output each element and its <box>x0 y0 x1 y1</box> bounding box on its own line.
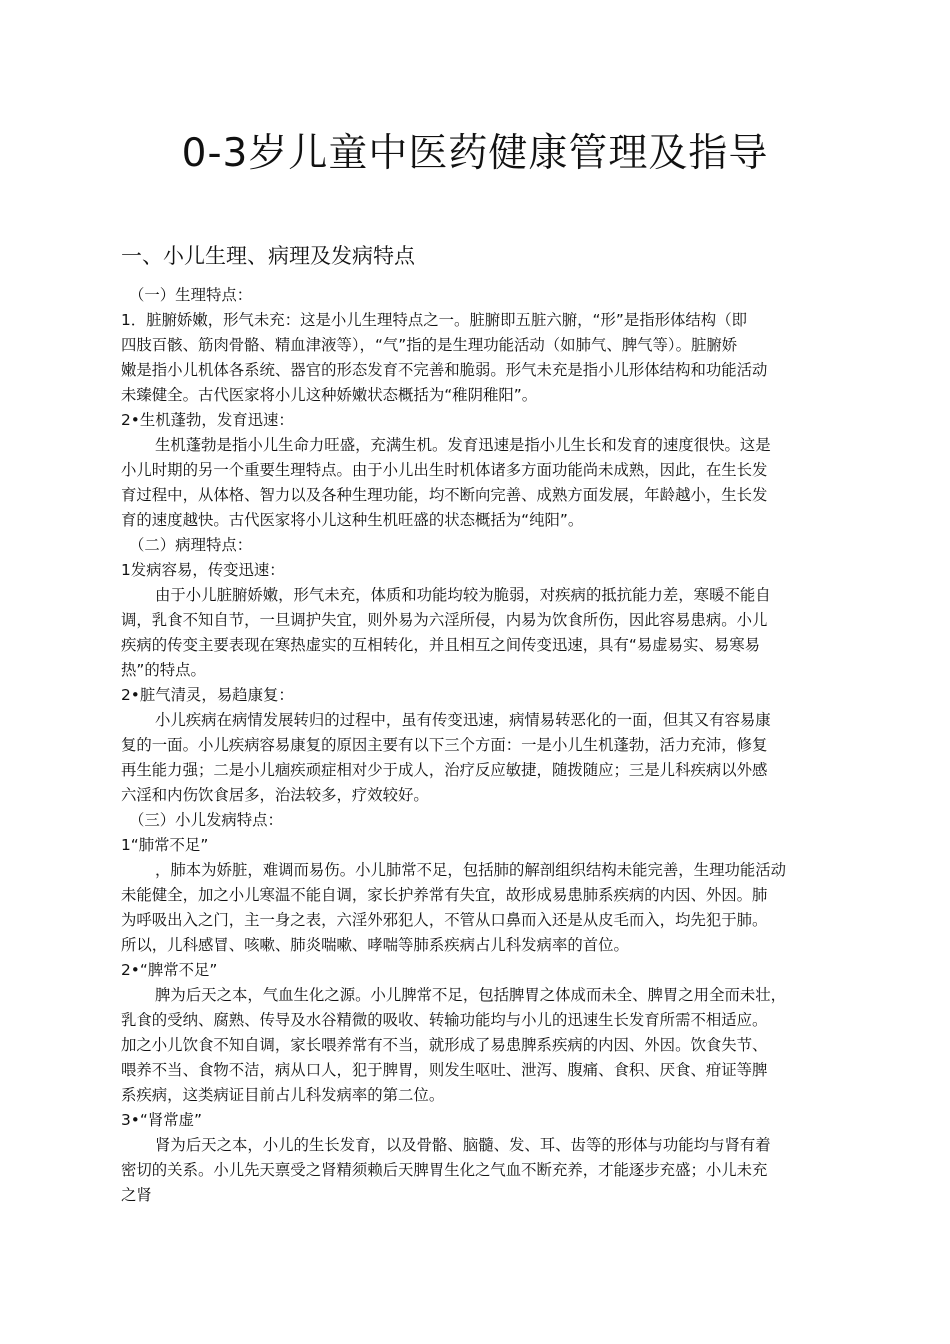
text-line: 所以，儿科感冒、咳嗽、肺炎喘嗽、哮喘等肺系疾病占儿科发病率的首位。 <box>121 936 629 954</box>
text-line: 六淫和内伤饮食居多，治法较多，疗效较好。 <box>121 786 429 804</box>
text-line: 未臻健全。古代医家将小儿这种娇嫩状态概括为“稚阴稚阳”。 <box>121 386 538 404</box>
text-line: 嫩是指小儿机体各系统、器官的形态发育不完善和脆弱。形气未充是指小儿形体结构和功能活动 <box>121 361 768 379</box>
text-line: 3•“肾常虚” <box>121 1111 202 1129</box>
text-line: 热”的特点。 <box>121 661 206 679</box>
text-line: 复的一面。小儿疾病容易康复的原因主要有以下三个方面：一是小儿生机蓬勃，活力充沛，修复 <box>121 736 768 754</box>
text-line: 未能健全，加之小儿寒温不能自调，家长护养常有失宜，故形成易患肺系疾病的内因、外因。肺 <box>121 886 768 904</box>
text-line: （二）病理特点： <box>129 536 253 554</box>
text-line: 1发病容易，传变迅速： <box>121 561 285 579</box>
text-line: （三）小儿发病特点： <box>129 811 283 829</box>
text-line: 之肾 <box>121 1186 152 1204</box>
text-line: 疾病的传变主要表现在寒热虚实的互相转化，并且相互之间传变迅速，具有“易虚易实、易寒易 <box>121 636 760 654</box>
document-title: 0-3岁儿童中医药健康管理及指导 <box>181 131 769 176</box>
text-line: 2•“脾常不足” <box>121 961 218 979</box>
text-line: 再生能力强；二是小儿痼疾顽症相对少于成人，治疗反应敏捷，随拨随应；三是儿科疾病以外感 <box>121 761 768 779</box>
text-line: 育的速度越快。古代医家将小儿这种生机旺盛的状态概括为“纯阳”。 <box>121 511 584 529</box>
text-line: 1．脏腑娇嫩，形气未充：这是小儿生理特点之一。脏腑即五脏六腑，“形”是指形体结构（即 <box>121 311 747 329</box>
text-line: 四肢百骸、筋肉骨骼、精血津液等），“气”指的是生理功能活动（如肺气、脾气等）。脏腑娇 <box>121 336 738 354</box>
section-heading: 一、小儿生理、病理及发病特点 <box>121 244 415 268</box>
text-line: 脾为后天之本，气血生化之源。小儿脾常不足，包括脾胃之体成而未全、脾胃之用全而未壮， <box>155 986 787 1004</box>
body-text <box>121 283 847 1208</box>
text-line: 系疾病，这类病证目前占儿科发病率的第二位。 <box>121 1086 445 1104</box>
text-line: 肾为后天之本，小儿的生长发育，以及骨骼、脑髓、发、耳、齿等的形体与功能均与肾有着 <box>155 1136 771 1154</box>
text-line: 生机蓬勃是指小儿生命力旺盛，充满生机。发育迅速是指小儿生长和发育的速度很快。这是 <box>155 436 771 454</box>
text-line: 调，乳食不知自节，一旦调护失宜，则外易为六淫所侵，内易为饮食所伤，因此容易患病。小儿 <box>121 611 768 629</box>
text-line: 2•脏气清灵，易趋康复： <box>121 686 294 704</box>
text-line: 加之小儿饮食不知自调，家长喂养常有不当，就形成了易患脾系疾病的内因、外因。饮食失节、 <box>121 1036 768 1054</box>
text-line: 密切的关系。小儿先天禀受之肾精须赖后天脾胃生化之气血不断充养，才能逐步充盛；小儿未充 <box>121 1161 768 1179</box>
text-line: 2•生机蓬勃，发育迅速： <box>121 411 294 429</box>
text-line: 育过程中，从体格、智力以及各种生理功能，均不断向完善、成熟方面发展，年龄越小，生长发 <box>121 486 768 504</box>
text-line: 喂养不当、食物不洁，病从口人，犯于脾胃，则发生呕吐、泄泻、腹痛、食积、厌食、疳证等脾 <box>121 1061 768 1079</box>
text-line: 由于小儿脏腑娇嫩，形气未充，体质和功能均较为脆弱，对疾病的抵抗能力差，寒暖不能自 <box>155 586 771 604</box>
text-line: 小儿疾病在病情发展转归的过程中，虽有传变迅速，病情易转恶化的一面，但其又有容易康 <box>155 711 771 729</box>
text-line: 小儿时期的另一个重要生理特点。由于小儿出生时机体诸多方面功能尚未成熟，因此，在生长发 <box>121 461 768 479</box>
text-line: 乳食的受纳、腐熟、传导及水谷精微的吸收、转输功能均与小儿的迅速生长发育所需不相适应。 <box>121 1011 768 1029</box>
text-line: 为呼吸出入之门，主一身之表，六淫外邪犯人，不管从口鼻而入还是从皮毛而入，均先犯于肺。 <box>121 911 768 929</box>
text-line: （一）生理特点： <box>129 286 253 304</box>
text-line: ，肺本为娇脏，难调而易伤。小儿肺常不足，包括肺的解剖组织结构未能完善，生理功能活动 <box>155 861 787 879</box>
text-line: 1“肺常不足” <box>121 836 209 854</box>
